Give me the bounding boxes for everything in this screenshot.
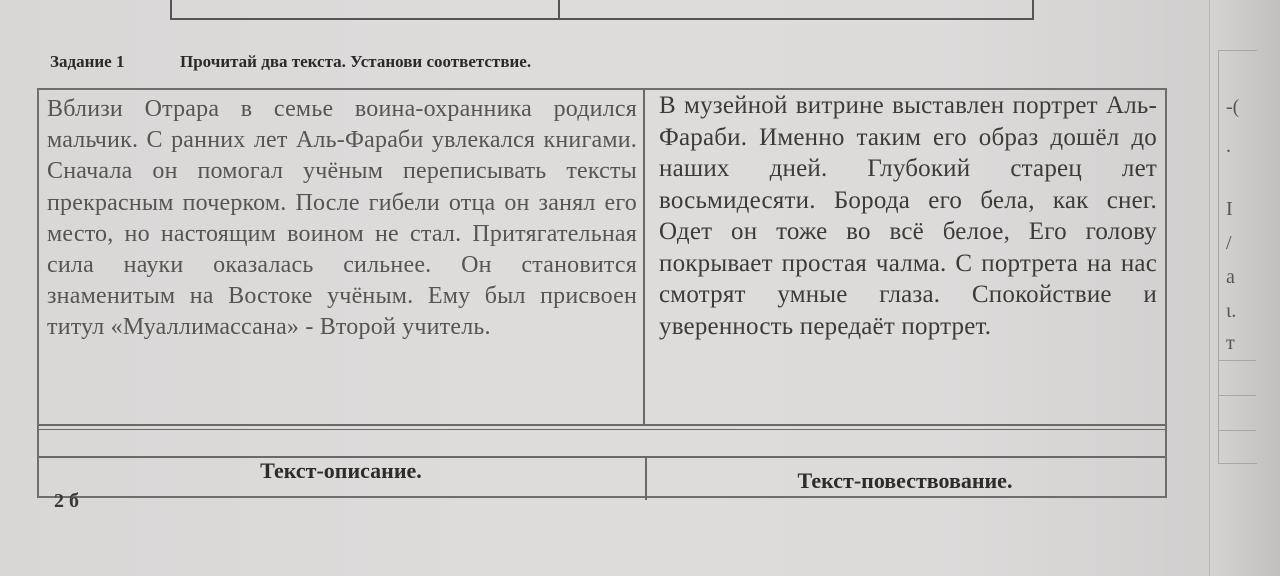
page-number: 2 б xyxy=(54,490,79,512)
side-mark: ι. xyxy=(1226,300,1237,322)
text-narrative: Вблизи Отрара в семье воина-охранника родился мальчик. С ранних лет Аль-Фараби увлекался книгами. Сначала он помогал учёным переписывать тексты прекрасным почерком. После гибели отца он занял его место, но настоящим воином не стал. Притягательная сила науки оказалась сильнее. Он становится знаменитым на Востоке учёным. Ему был присвоен титул «Муаллимассана» - Второй учитель. xyxy=(47,96,637,341)
side-table-line xyxy=(1218,360,1256,361)
side-mark: т xyxy=(1226,332,1235,354)
column-divider-top xyxy=(643,90,645,424)
side-mark: а xyxy=(1226,266,1235,288)
previous-table-edge xyxy=(170,0,1034,20)
task-number: Задание 1 xyxy=(50,52,125,71)
label-narrative: Текст-повествование. xyxy=(797,468,1013,493)
text-description: В музейной витрине выставлен портрет Аль-Фараби. Именно таким его образ дошёл до наших дней. Глубокий старец лет восьмидесяти. Борода его бела, как снег. Одет он тоже во всё белое, Его голову покрывает простая чалма. С портрета на нас смотрят умные глаза. Спокойствие и уверенность передаёт портрет. xyxy=(659,92,1157,340)
matching-table xyxy=(37,88,1167,498)
side-table-line xyxy=(1218,395,1256,396)
row-divider xyxy=(39,424,1165,426)
side-mark: I xyxy=(1226,198,1233,220)
task-instruction: Прочитай два текста. Установи соответствие. xyxy=(180,52,532,71)
side-mark: / xyxy=(1226,232,1232,254)
side-mark: -( xyxy=(1226,96,1240,118)
task-header xyxy=(50,52,531,72)
side-table-line xyxy=(1218,430,1256,431)
table-divider xyxy=(558,0,560,18)
side-mark: . xyxy=(1226,135,1231,157)
row-divider-inner xyxy=(39,429,1165,430)
label-description: Текст-описание. xyxy=(260,458,422,483)
